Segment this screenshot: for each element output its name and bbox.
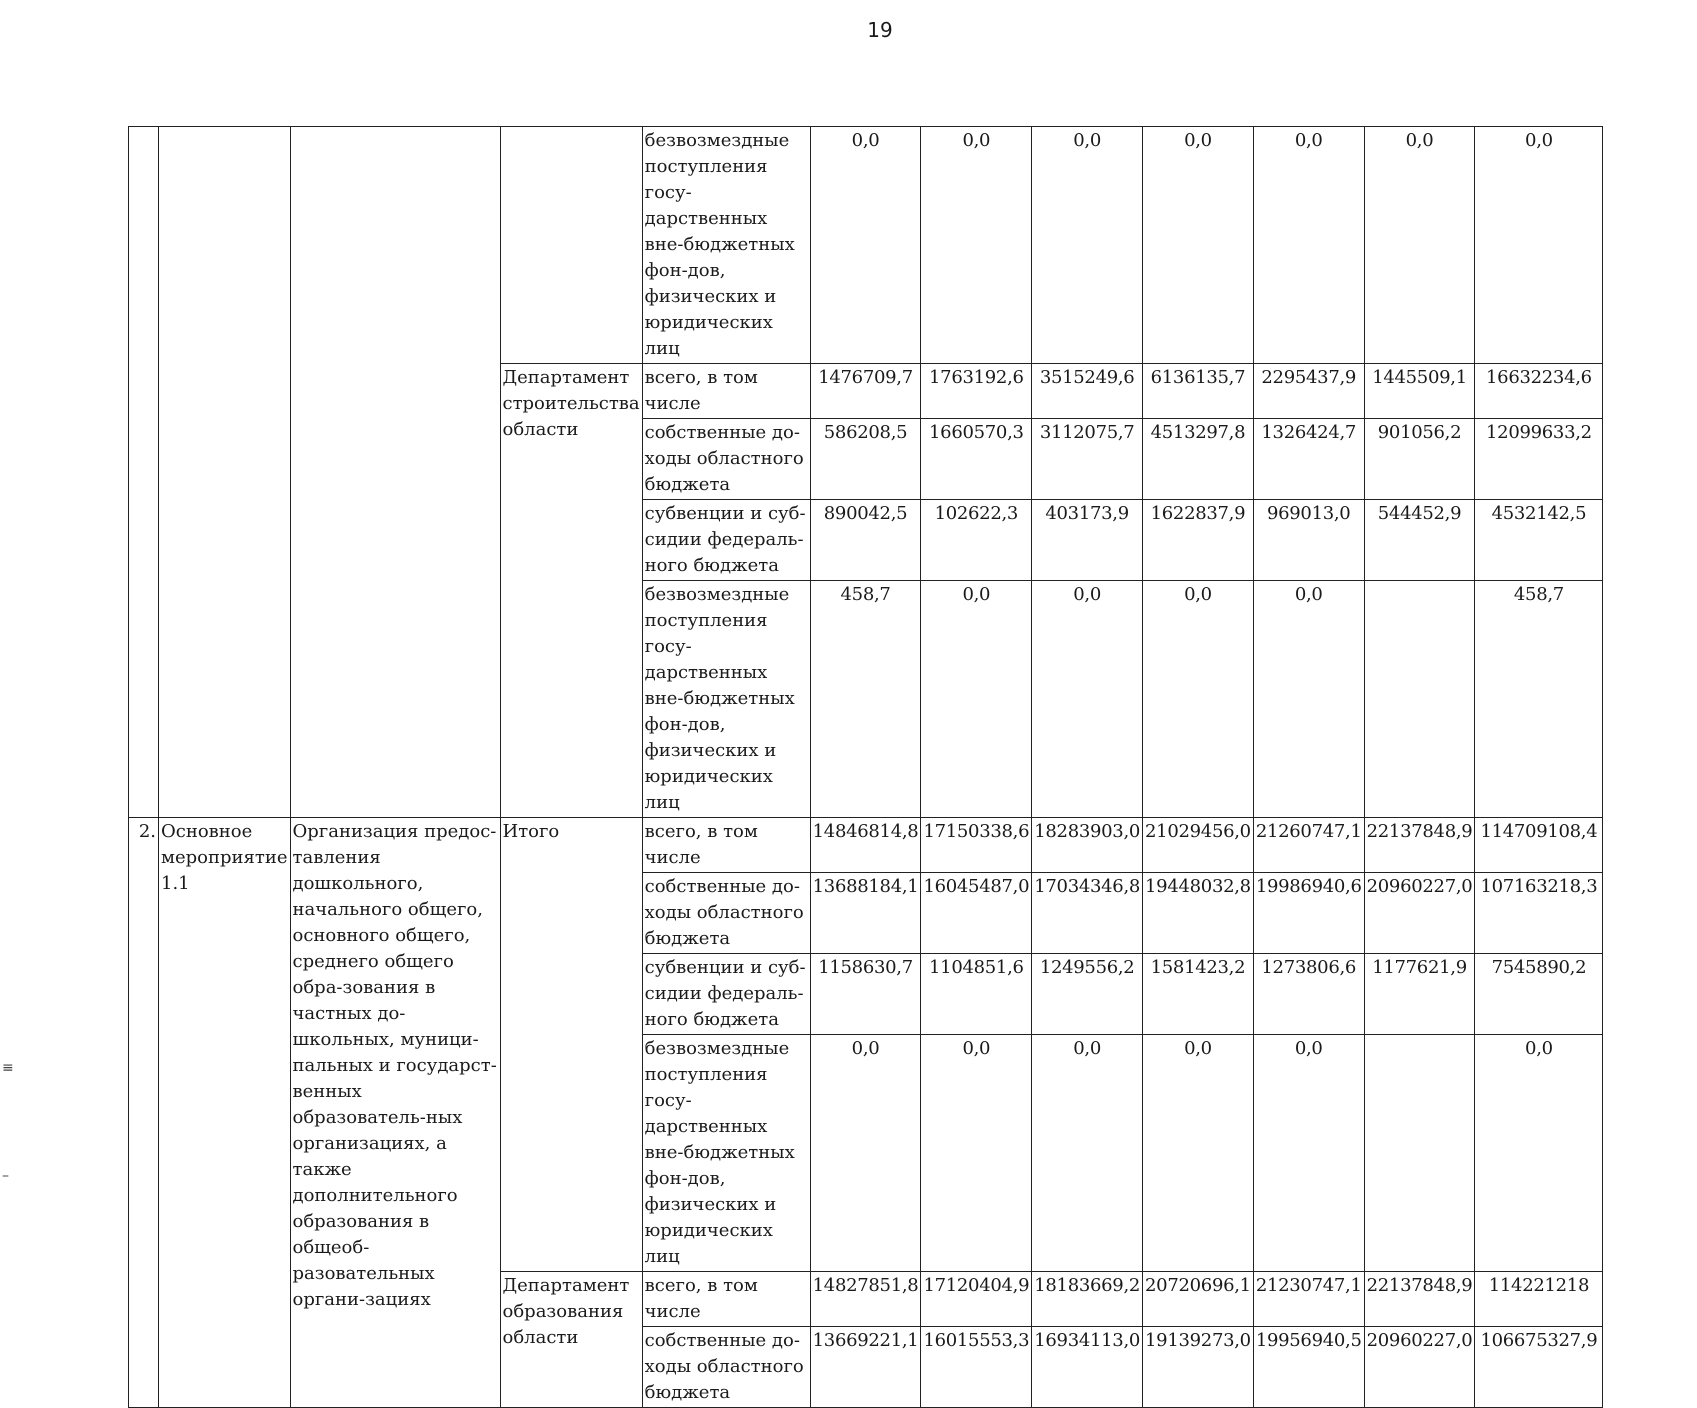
value-cell: 0,0	[1475, 1035, 1603, 1272]
value-cell: 969013,0	[1253, 500, 1364, 581]
funding-source-cell: безвозмездные поступления госу-дарственных вне-бюджетных фон-дов, физических и юридических лиц	[642, 581, 810, 818]
value-cell: 16632234,6	[1475, 364, 1603, 419]
value-cell: 403173,9	[1032, 500, 1143, 581]
value-cell: 1326424,7	[1253, 419, 1364, 500]
funding-source-cell: субвенции и суб-сидии федераль-ного бюджета	[642, 954, 810, 1035]
index-cell	[129, 127, 159, 818]
value-cell: 14846814,8	[810, 818, 921, 873]
value-cell: 16015553,3	[921, 1327, 1032, 1408]
value-cell: 22137848,9	[1364, 1272, 1475, 1327]
value-cell: 22137848,9	[1364, 818, 1475, 873]
value-cell: 0,0	[1475, 127, 1603, 364]
value-cell: 3515249,6	[1032, 364, 1143, 419]
value-cell: 2295437,9	[1253, 364, 1364, 419]
page-number: 19	[867, 18, 893, 42]
activity-name: Основное мероприятие 1.1	[159, 818, 291, 1408]
value-cell: 1622837,9	[1143, 500, 1254, 581]
value-cell: 0,0	[1032, 581, 1143, 818]
value-cell: 16045487,0	[921, 873, 1032, 954]
value-cell: 1273806,6	[1253, 954, 1364, 1035]
value-cell: 4513297,8	[1143, 419, 1254, 500]
budget-table	[128, 126, 1603, 1408]
value-cell: 16934113,0	[1032, 1327, 1143, 1408]
funding-source-cell: безвозмездные поступления госу-дарственных вне-бюджетных фон-дов, физических и юридических лиц	[642, 1035, 810, 1272]
value-cell: 1177621,9	[1364, 954, 1475, 1035]
value-cell: 1763192,6	[921, 364, 1032, 419]
value-cell: 6136135,7	[1143, 364, 1254, 419]
value-cell: 0,0	[810, 1035, 921, 1272]
value-cell: 114221218	[1475, 1272, 1603, 1327]
value-cell: 0,0	[921, 127, 1032, 364]
funding-source-cell: всего, в том числе	[642, 364, 810, 419]
value-cell: 0,0	[1253, 127, 1364, 364]
value-cell: 102622,3	[921, 500, 1032, 581]
executor-cell: Департамент строительства области	[500, 364, 642, 818]
funding-source-cell: собственные до-ходы областного бюджета	[642, 1327, 810, 1408]
value-cell: 0,0	[1253, 581, 1364, 818]
value-cell: 3112075,7	[1032, 419, 1143, 500]
funding-source-cell: всего, в том числе	[642, 1272, 810, 1327]
value-cell: 19986940,6	[1253, 873, 1364, 954]
executor-cell	[500, 127, 642, 364]
margin-mark: –	[2, 1168, 9, 1184]
funding-source-cell: собственные до-ходы областного бюджета	[642, 419, 810, 500]
activity-number: 2.	[129, 818, 159, 1408]
value-cell: 0,0	[1143, 1035, 1254, 1272]
value-cell: 0,0	[810, 127, 921, 364]
value-cell: 0,0	[921, 1035, 1032, 1272]
value-cell: 106675327,9	[1475, 1327, 1603, 1408]
value-cell: 4532142,5	[1475, 500, 1603, 581]
value-cell	[1364, 581, 1475, 818]
value-cell: 0,0	[1032, 127, 1143, 364]
funding-source-cell: субвенции и суб-сидии федераль-ного бюджета	[642, 500, 810, 581]
value-cell: 14827851,8	[810, 1272, 921, 1327]
value-cell: 17120404,9	[921, 1272, 1032, 1327]
value-cell: 20960227,0	[1364, 1327, 1475, 1408]
value-cell: 13669221,1	[810, 1327, 921, 1408]
value-cell: 1445509,1	[1364, 364, 1475, 419]
activity-name-cell	[159, 127, 291, 818]
value-cell: 890042,5	[810, 500, 921, 581]
value-cell: 19139273,0	[1143, 1327, 1254, 1408]
value-cell: 13688184,1	[810, 873, 921, 954]
value-cell: 17150338,6	[921, 818, 1032, 873]
value-cell: 586208,5	[810, 419, 921, 500]
value-cell: 21230747,1	[1253, 1272, 1364, 1327]
value-cell: 114709108,4	[1475, 818, 1603, 873]
value-cell: 1660570,3	[921, 419, 1032, 500]
value-cell: 7545890,2	[1475, 954, 1603, 1035]
value-cell: 458,7	[1475, 581, 1603, 818]
value-cell: 1158630,7	[810, 954, 921, 1035]
value-cell: 18183669,2	[1032, 1272, 1143, 1327]
funding-source-cell: собственные до-ходы областного бюджета	[642, 873, 810, 954]
value-cell: 0,0	[921, 581, 1032, 818]
value-cell: 0,0	[1143, 581, 1254, 818]
value-cell: 20960227,0	[1364, 873, 1475, 954]
value-cell: 544452,9	[1364, 500, 1475, 581]
activity-description: Организация предос-тавления дошкольного, начального общего, основного общего, среднего общего обра-зования в частных до-школьных, муници-пальных и государст-венных образователь-ных организациях, а также дополнительного образования в общеоб-разовательных органи-зациях	[290, 818, 500, 1408]
value-cell: 1249556,2	[1032, 954, 1143, 1035]
value-cell: 107163218,3	[1475, 873, 1603, 954]
value-cell: 0,0	[1364, 127, 1475, 364]
value-cell	[1364, 1035, 1475, 1272]
value-cell: 0,0	[1143, 127, 1254, 364]
value-cell: 19956940,5	[1253, 1327, 1364, 1408]
table-row	[129, 818, 1603, 873]
value-cell: 18283903,0	[1032, 818, 1143, 873]
value-cell: 0,0	[1032, 1035, 1143, 1272]
description-cell	[290, 127, 500, 818]
executor-cell: Департамент образования области	[500, 1272, 642, 1408]
value-cell: 901056,2	[1364, 419, 1475, 500]
margin-mark: ≡	[2, 1060, 14, 1076]
value-cell: 0,0	[1253, 1035, 1364, 1272]
value-cell: 1104851,6	[921, 954, 1032, 1035]
executor-cell: Итого	[500, 818, 642, 1272]
value-cell: 17034346,8	[1032, 873, 1143, 954]
funding-source-cell: безвозмездные поступления госу-дарственных вне-бюджетных фон-дов, физических и юридических лиц	[642, 127, 810, 364]
funding-source-cell: всего, в том числе	[642, 818, 810, 873]
value-cell: 12099633,2	[1475, 419, 1603, 500]
value-cell: 21029456,0	[1143, 818, 1254, 873]
value-cell: 20720696,1	[1143, 1272, 1254, 1327]
value-cell: 1581423,2	[1143, 954, 1254, 1035]
value-cell: 19448032,8	[1143, 873, 1254, 954]
table-row	[129, 127, 1603, 364]
value-cell: 21260747,1	[1253, 818, 1364, 873]
value-cell: 458,7	[810, 581, 921, 818]
value-cell: 1476709,7	[810, 364, 921, 419]
